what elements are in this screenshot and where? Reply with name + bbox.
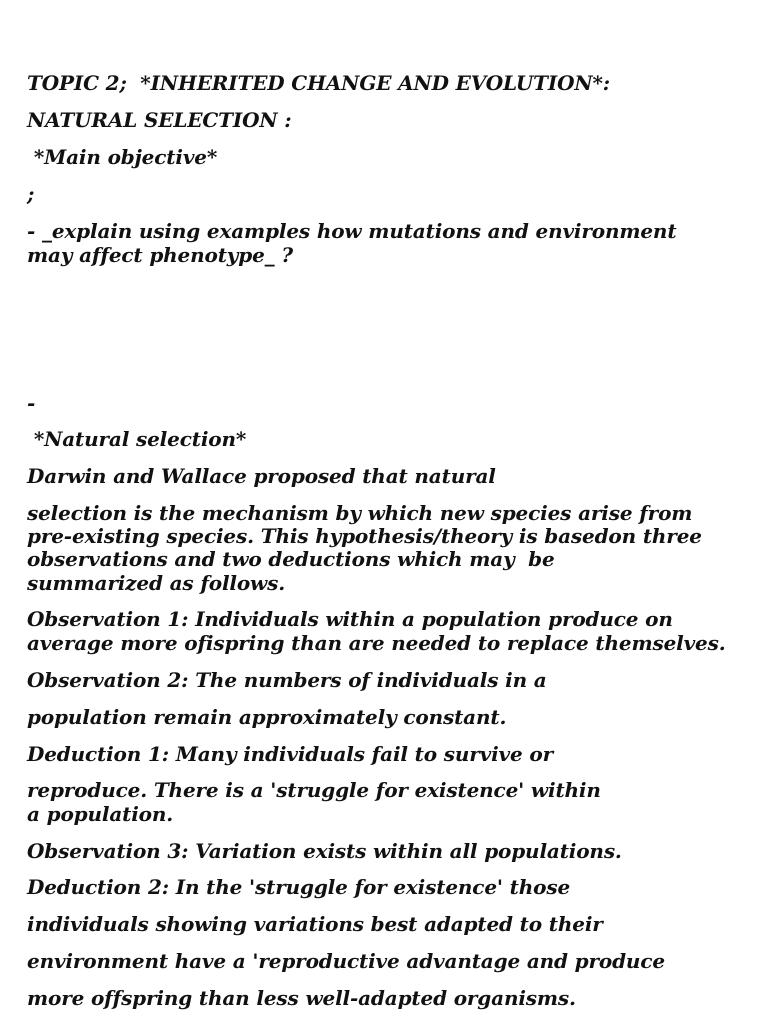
objective-text-line: - _explain using examples how mutations and environment	[27, 219, 677, 243]
deduction-line: reproduce. There is a 'struggle for existence' within	[27, 778, 601, 802]
text-line: -	[27, 391, 36, 415]
observation-line: average more ofispring than are needed to replace themselves.	[27, 631, 726, 655]
deduction-line: Deduction 2: In the 'struggle for existence' those	[27, 875, 571, 899]
paragraph-line: selection is the mechanism by which new species arise from	[27, 501, 693, 525]
paragraph-line: observations and two deductions which may be	[27, 547, 555, 571]
natural-selection-heading: *Natural selection*	[27, 427, 247, 451]
deduction-line: Deduction 1: Many individuals fail to survive or	[27, 742, 553, 766]
deduction-line: environment have a 'reproductive advantage and produce	[27, 949, 665, 973]
observation-line: Observation 3: Variation exists within all populations.	[27, 839, 622, 863]
paragraph-line: summarized as follows.	[27, 571, 286, 595]
objective-heading: *Main objective*	[27, 145, 218, 169]
objective-text-line: may affect phenotype_ ?	[27, 243, 293, 267]
paragraph-line: Darwin and Wallace proposed that natural	[27, 464, 496, 488]
section-heading: NATURAL SELECTION :	[27, 108, 292, 132]
text-line: ;	[27, 182, 35, 206]
observation-line: Observation 1: Individuals within a population produce on	[27, 607, 673, 631]
deduction-line: individuals showing variations best adapted to their	[27, 912, 603, 936]
paragraph-line: pre-existing species. This hypothesis/theory is basedon three	[27, 524, 702, 548]
deduction-line: more offspring than less well-adapted organisms.	[27, 986, 576, 1010]
observation-line: Observation 2: The numbers of individuals in a	[27, 668, 547, 692]
topic-heading: TOPIC 2; *INHERITED CHANGE AND EVOLUTION*:	[27, 71, 611, 95]
observation-line: population remain approximately constant.	[27, 705, 507, 729]
deduction-line: a population.	[27, 802, 174, 826]
